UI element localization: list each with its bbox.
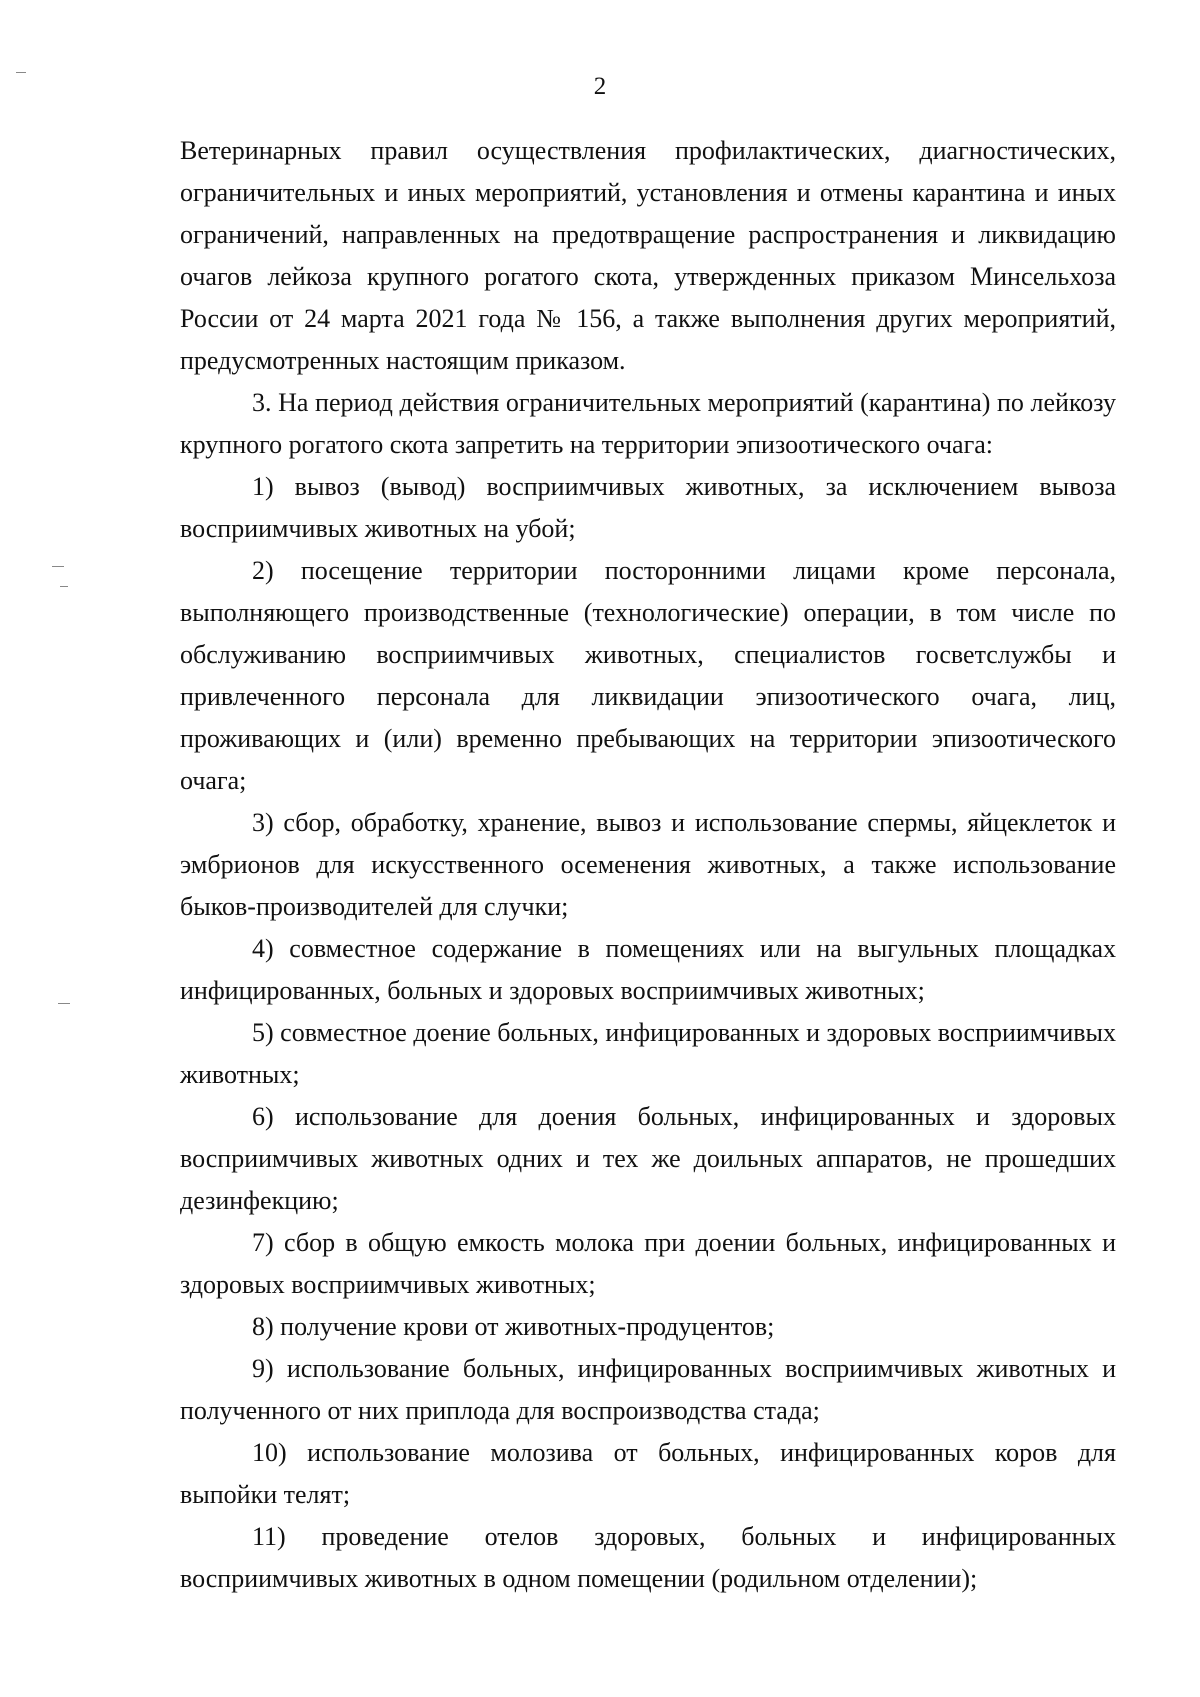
page-number: 2 [593,73,607,100]
scan-artifact-mark [60,586,68,587]
list-item-11: 11) проведение отелов здоровых, больных и инфицированных восприимчивых животных в одном помещении (родильном отделении); [180,1522,1116,1593]
list-item-6: 6) использование для доения больных, инфицированных и здоровых восприимчивых животных одних и тех же доильных аппаратов, не прошедших дезинфекцию; [180,1102,1116,1215]
list-item-9: 9) использование больных, инфицированных восприимчивых животных и полученного от них приплода для воспроизводства стада; [180,1354,1116,1425]
list-item-1: 1) вывоз (вывод) восприимчивых животных, за исключением вывоза восприимчивых животных на убой; [180,472,1116,543]
list-item-10: 10) использование молозива от больных, инфицированных коров для выпойки телят; [180,1438,1116,1509]
document-body [180,130,1116,1600]
paragraph-clause-3: 3. На период действия ограничительных мероприятий (карантина) по лейкозу крупного рогатого скота запретить на территории эпизоотического очага: [180,388,1116,459]
scan-artifact-mark [58,1003,70,1004]
list-item-7: 7) сбор в общую емкость молока при доении больных, инфицированных и здоровых восприимчивых животных; [180,1228,1116,1299]
list-item-4: 4) совместное содержание в помещениях или на выгульных площадках инфицированных, больных и здоровых восприимчивых животных; [180,934,1116,1005]
paragraph-continuation: Ветеринарных правил осуществления профилактических, диагностических, ограничительных и иных мероприятий, установления и отмены карантина и иных ограничений, направленных на предотвращение распространения и ликвидацию очагов лейкоза крупного рогатого скота, утвержденных приказом Минсельхоза России от 24 марта 2021 года № 156, а также выполнения других мероприятий, предусмотренных настоящим приказом. [180,136,1116,375]
list-item-5: 5) совместное доение больных, инфицированных и здоровых восприимчивых животных; [180,1018,1116,1089]
list-item-2: 2) посещение территории посторонними лицами кроме персонала, выполняющего производственные (технологические) операции, в том числе по обслуживанию восприимчивых животных, специалистов госветслужбы и привлеченного персонала для ликвидации эпизоотического очага, лиц, проживающих и (или) временно пребывающих на территории эпизоотического очага; [180,556,1116,795]
list-item-3: 3) сбор, обработку, хранение, вывоз и использование спермы, яйцеклеток и эмбрионов для искусственного осеменения животных, а также использование быков-производителей для случки; [180,808,1116,921]
scan-artifact-mark [52,566,64,567]
list-item-8: 8) получение крови от животных-продуцентов; [252,1312,775,1341]
